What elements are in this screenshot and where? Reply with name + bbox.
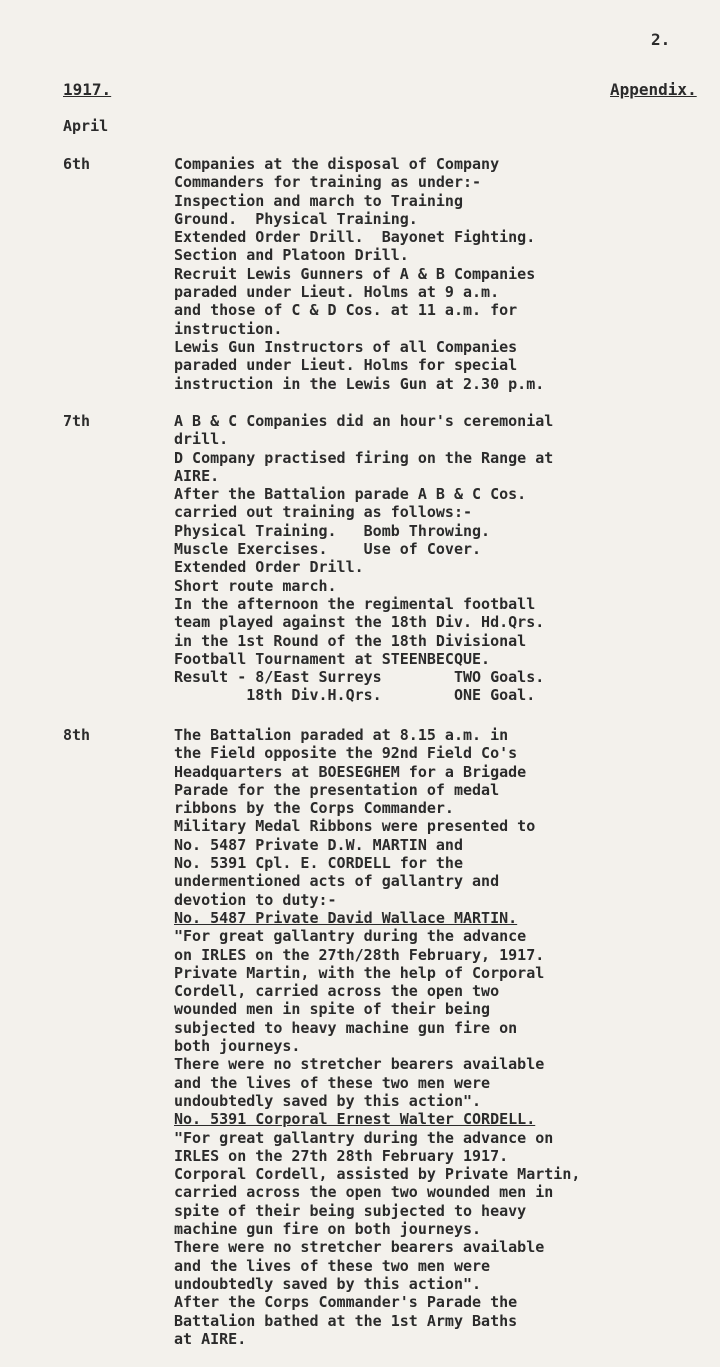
- entry-line: A B & C Companies did an hour's ceremonial: [174, 412, 554, 430]
- day-label-7th: 7th: [63, 412, 91, 430]
- entry-line: team played against the 18th Div. Hd.Qrs.: [174, 613, 545, 632]
- entry-line: instruction in the Lewis Gun at 2.30 p.m.: [174, 374, 545, 393]
- entry-line: undoubtedly saved by this action".: [174, 1091, 482, 1110]
- entry-line: Battalion bathed at the 1st Army Baths: [174, 1311, 518, 1330]
- entry-line: machine gun fire on both journeys.: [174, 1220, 482, 1239]
- entry-line: There were no stretcher bearers available: [174, 1055, 545, 1074]
- diary-entry-8th: [174, 726, 674, 1348]
- entry-line: No. 5487 Private D.W. MARTIN and: [174, 835, 463, 854]
- entry-line: Headquarters at BOESEGHEM for a Brigade: [174, 762, 527, 781]
- entry-line: No. 5391 Cpl. E. CORDELL for the: [174, 854, 463, 873]
- entry-line: The Battalion paraded at 8.15 a.m. in: [174, 726, 509, 744]
- entry-line: Cordell, carried across the open two: [174, 982, 500, 1001]
- entry-line: drill.: [174, 430, 229, 449]
- entry-line: "For great gallantry during the advance on: [174, 1128, 554, 1147]
- citation-heading-cordell: No. 5391 Corporal Ernest Walter CORDELL.: [174, 1110, 536, 1129]
- entry-line: After the Corps Commander's Parade the: [174, 1293, 518, 1312]
- entry-line: Physical Training. Bomb Throwing.: [174, 521, 491, 540]
- entry-line: 18th Div.H.Qrs. ONE Goal.: [174, 686, 536, 705]
- entry-line: Recruit Lewis Gunners of A & B Companies: [174, 264, 536, 283]
- diary-entry-6th: [174, 155, 674, 393]
- year-heading: 1917.: [63, 80, 112, 99]
- entry-line: subjected to heavy machine gun fire on: [174, 1018, 518, 1037]
- day-label-6th: 6th: [63, 155, 91, 173]
- entry-line: AIRE.: [174, 466, 220, 485]
- entry-line: and the lives of these two men were: [174, 1256, 491, 1275]
- entry-line: Commanders for training as under:-: [174, 173, 482, 192]
- entry-line: There were no stretcher bearers available: [174, 1238, 545, 1257]
- entry-line: Section and Platoon Drill.: [174, 246, 409, 265]
- entry-line: Result - 8/East Surreys TWO Goals.: [174, 668, 545, 687]
- entry-line: paraded under Lieut. Holms for special: [174, 356, 518, 375]
- entry-line: D Company practised firing on the Range at: [174, 448, 554, 467]
- entry-line: paraded under Lieut. Holms at 9 a.m.: [174, 283, 500, 302]
- entry-line: After the Battalion parade A B & C Cos.: [174, 485, 527, 504]
- entry-line: carried out training as follows:-: [174, 503, 473, 522]
- month-label: April: [63, 117, 109, 135]
- entry-line: wounded men in spite of their being: [174, 1000, 491, 1019]
- entry-line: Parade for the presentation of medal: [174, 780, 500, 799]
- entry-line: instruction.: [174, 319, 283, 338]
- entry-line: Military Medal Ribbons were presented to: [174, 817, 536, 836]
- entry-line: Short route march.: [174, 576, 337, 595]
- entry-line: Muscle Exercises. Use of Cover.: [174, 540, 482, 559]
- entry-line: carried across the open two wounded men in: [174, 1183, 554, 1202]
- appendix-heading: Appendix.: [610, 80, 697, 99]
- entry-line: devotion to duty:-: [174, 890, 337, 909]
- entry-line: Football Tournament at STEENBECQUE.: [174, 649, 491, 668]
- entry-line: and those of C & D Cos. at 11 a.m. for: [174, 301, 518, 320]
- entry-line: Companies at the disposal of Company: [174, 155, 500, 173]
- entry-line: in the 1st Round of the 18th Divisional: [174, 631, 527, 650]
- citation-heading-martin: No. 5487 Private David Wallace MARTIN.: [174, 908, 518, 927]
- entry-line: undoubtedly saved by this action".: [174, 1274, 482, 1293]
- entry-line: Extended Order Drill. Bayonet Fighting.: [174, 228, 536, 247]
- entry-line: Extended Order Drill.: [174, 558, 364, 577]
- entry-line: In the afternoon the regimental football: [174, 594, 536, 613]
- entry-line: Inspection and march to Training: [174, 191, 463, 210]
- entry-line: spite of their being subjected to heavy: [174, 1201, 527, 1220]
- entry-line: Private Martin, with the help of Corporal: [174, 963, 545, 982]
- day-label-8th: 8th: [63, 726, 91, 744]
- entry-line: Lewis Gun Instructors of all Companies: [174, 337, 518, 356]
- page-number: 2.: [651, 30, 671, 49]
- entry-line: "For great gallantry during the advance: [174, 927, 527, 946]
- entry-line: ribbons by the Corps Commander.: [174, 799, 454, 818]
- entry-line: both journeys.: [174, 1037, 301, 1056]
- entry-line: Corporal Cordell, assisted by Private Martin,: [174, 1165, 581, 1184]
- entry-line: at AIRE.: [174, 1329, 247, 1348]
- entry-line: undermentioned acts of gallantry and: [174, 872, 500, 891]
- entry-line: Ground. Physical Training.: [174, 209, 418, 228]
- entry-line: the Field opposite the 92nd Field Co's: [174, 744, 518, 763]
- entry-line: and the lives of these two men were: [174, 1073, 491, 1092]
- entry-line: on IRLES on the 27th/28th February, 1917.: [174, 945, 545, 964]
- diary-entry-7th: [174, 412, 674, 705]
- entry-line: IRLES on the 27th 28th February 1917.: [174, 1146, 509, 1165]
